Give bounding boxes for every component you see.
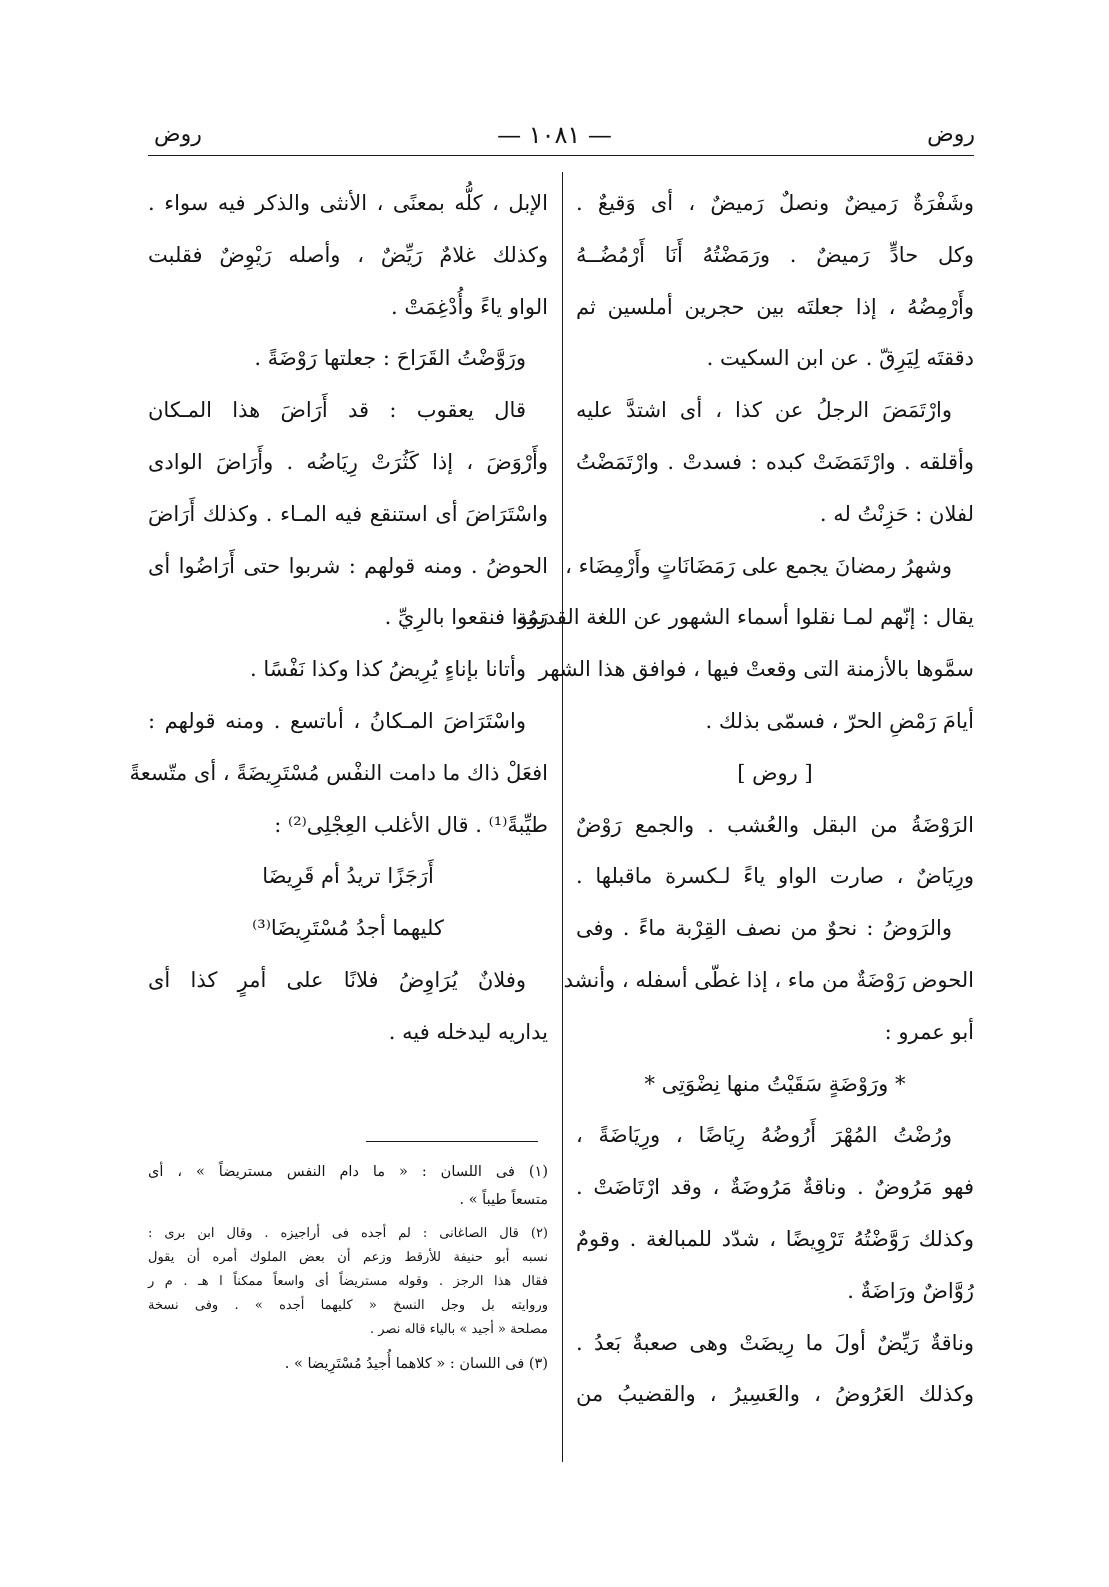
text-line: وفلانٌ يُرَاوِضُ فلانًا على أمرٍ كذا أى	[148, 967, 526, 992]
text-line: لفلان : حَزِنْتُ له .	[819, 501, 974, 526]
text-line: الواو ياءً وأُدْغِمَتْ .	[391, 294, 548, 319]
left-column	[129, 178, 548, 1059]
text-line: وأتانا بإناءٍ يُرِيضُ كذا وكذا نَفْسًا .	[249, 657, 526, 682]
text-line: طيِّبةً⁽¹⁾ . قال الأغلب العِجْلِى⁽²⁾ :	[274, 812, 548, 837]
text-line: أبو عمرو :	[884, 1019, 974, 1044]
footnote-line: (١) فى اللسان : « ما دام النفس مستريضاً » ، أى	[148, 1164, 548, 1180]
text-line: الإبل ، كلُّه بمعنًى ، الأنثى والذكر فيه سواء .	[148, 191, 548, 215]
footnote-line: (٢) قال الصاغانى : لم أجده فى أراجيزه . وقال ابن برى :	[148, 1226, 548, 1241]
text-line: يقال : إنّهم لمـا نقلوا أسماء الشهور عن اللغة القديمة	[516, 605, 974, 630]
text-line: واسْتَرَاضَ المـكانُ ، أىاتسع . ومنه قولهم :	[148, 708, 526, 733]
header-rule	[148, 155, 974, 156]
text-line: رُوَّاضٌ ورَاضَةٌ .	[847, 1278, 974, 1303]
text-line: وأقلقه . وارْتَمَضَتْ كبده : فسدتْ . وارْتَمَضْتُ	[576, 449, 974, 474]
text-line: وكل حادٍّ رَميضٌ . ورَمَضْتُهُ أَنَا أَرْمُضُــهُ	[576, 242, 974, 267]
footnote-line: نسبه أبو حنيفة للأرقط وزعم أن بعض الملوك أمره أن يقول	[148, 1250, 548, 1265]
text-line: أيامَ رَمْضِ الحرّ ، فسمّى بذلك .	[705, 708, 974, 733]
footnote-line: وروايته بل وجل النسخ « كليهما أجده » . وفى نسخة	[148, 1298, 548, 1313]
footnotes	[148, 1158, 548, 1378]
text-line: ورِيَاضٌ ، صارت الواو ياءً لـكسرة ماقبلها .	[576, 864, 974, 889]
text-line: وكذلك غلامٌ رَيِّضٌ ، وأصله رَيْوِضٌ فقلبت	[148, 242, 548, 267]
header-keyword-right: روض	[927, 122, 975, 147]
text-line: وأَرْوَضَ ، إذا كَثُرَتْ رِيَاضُه . وأَرَاضَ الوادى	[148, 449, 548, 474]
text-line: وشَفْرَةٌ رَميضٌ ونصلٌ رَميضٌ ، أى وَقيعٌ .	[576, 191, 974, 215]
entry-heading: [ روض ]	[737, 760, 813, 785]
text-line: الرَوْضَةُ من البقل والعُشب . والجمع رَوْضٌ	[576, 812, 974, 837]
text-line: وشهرُ رمضانَ يجمع على رَمَضَانَاتٍ وأَرْمِضَاء ،	[565, 553, 952, 578]
footnote-line: (٣) فى اللسان : « كلاهما أُجيدُ مُسْتَرِيضا » .	[284, 1356, 548, 1372]
footnote-line: متسعاً طيباً » .	[459, 1192, 548, 1208]
text-line: افعَلْ ذاك ما دامت النفْس مُسْتَرِيضَةً ، أى متّسعةً	[129, 760, 548, 785]
footnote-gap	[148, 1214, 548, 1222]
text-line: يداريه ليدخله فيه .	[388, 1019, 548, 1044]
text-line: الحوض رَوْضَةٌ من ماء ، إذا غطّى أسفله ، وأنشد	[563, 967, 974, 992]
text-line: والرَوضُ : نحوٌ من نصف القِرْبة ماءً . وفى	[576, 916, 952, 941]
right-column	[516, 178, 974, 1421]
text-line: رَوُوا فنقعوا بالرِيِّ .	[384, 605, 548, 630]
text-line: سمَّوها بالأزمنة التى وقعتْ فيها ، فوافق هذا الشهر	[538, 657, 974, 682]
column-divider	[562, 172, 563, 1462]
verse-line: كليهما أجدُ مُسْتَرِيضَا⁽³⁾	[252, 916, 444, 941]
text-line: ورُضْتُ المُهْرَ أَرُوضُهُ رِيَاضًا ، ورِيَاضَةً ،	[576, 1123, 952, 1148]
text-line: الحوضُ . ومنه قولهم : شربوا حتى أَرَاضُوا أى	[148, 553, 548, 578]
footnote-gap	[148, 1342, 548, 1350]
text-line: واسْتَرَاضَ أى استنقع فيه المـاء . وكذلك أَرَاضَ	[148, 501, 548, 526]
text-line: دققتَه لِيَرِقّ . عن ابن السكيت .	[706, 346, 974, 371]
header-keyword-left: روض	[154, 122, 202, 147]
text-line: قال يعقوب : قد أَرَاضَ هذا المـكان	[148, 398, 526, 423]
footnote-line: مصلحة « أجيد » بالياء قاله نصر .	[370, 1322, 548, 1337]
text-line: ورَوَّضْتُ القَرَاحَ : جعلتها رَوْضَةً .	[254, 346, 526, 371]
text-line: وأَرْمِضُهُ ، إذا جعلتَه بين حجرين أملسين ثم	[576, 294, 974, 319]
text-line: وكذلك العَرُوضُ ، والعَسِيرُ ، والقضيبُ من	[576, 1382, 974, 1407]
verse-line: * ورَوْضَةٍ سَقَيْتُ منها نِضْوَتِى *	[644, 1071, 906, 1096]
text-line: وناقةٌ رَيِّضٌ أولَ ما رِيضَتْ وهى صعبةٌ بَعدُ .	[576, 1330, 974, 1355]
footnote-rule	[366, 1141, 538, 1142]
text-line: وكذلك رَوَّضْتُهُ تَرْوِيضًا ، شدّد للمبالغة . وقومٌ	[576, 1226, 974, 1251]
footnote-line: فقال هذا الرجز . وقوله مستريضاً أى واسعاً ممكناً ا هـ . م ر	[148, 1274, 548, 1289]
text-line: وارْتَمَضَ الرجلُ عن كذا ، أى اشتدَّ عليه	[576, 398, 952, 423]
verse-line: أَرَجَزًا تريدُ أم قَرِيضَا	[262, 864, 434, 889]
text-line: فهو مَرُوضٌ . وناقةٌ مَرُوضَةٌ ، وقد ارْتَاضَتْ .	[576, 1175, 974, 1200]
page-number: — ١٠٨١ —	[497, 121, 612, 149]
